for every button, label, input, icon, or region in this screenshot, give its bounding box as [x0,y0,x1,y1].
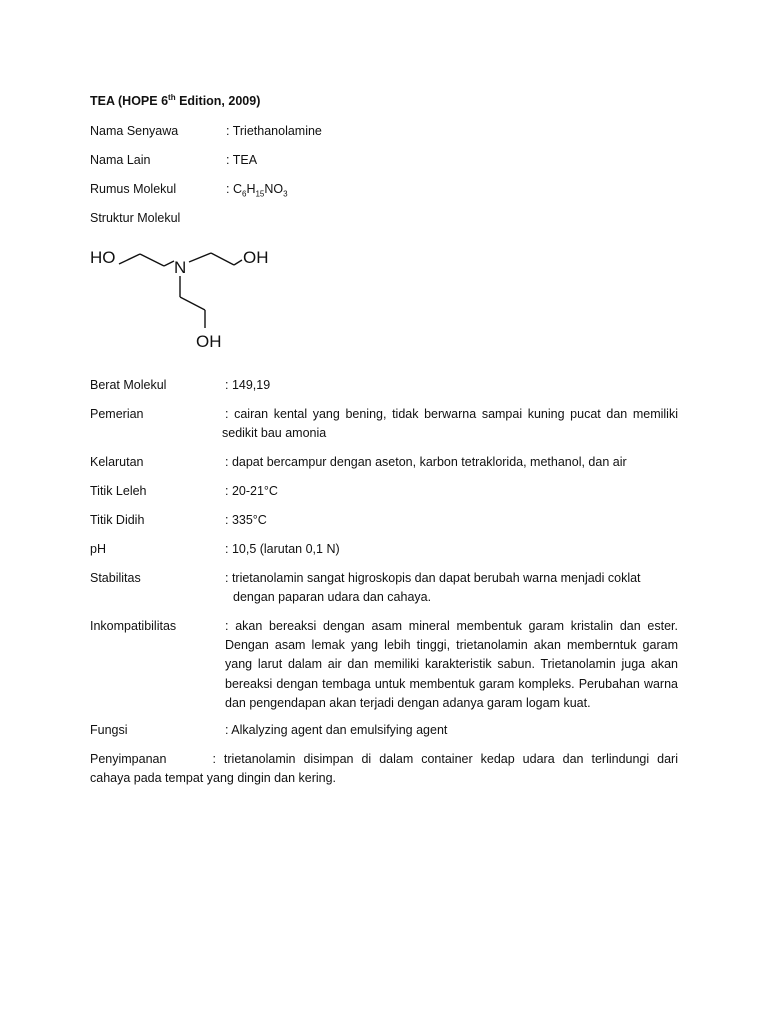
kelarutan-label: Kelarutan [90,455,144,469]
penyimpanan-value: : trietanolamin disimpan di dalam container kedap udara dan terlindungi dari [212,752,678,766]
titik-didih-label: Titik Didih [90,513,145,527]
atom-ho-left: HO [90,248,116,267]
bond-5 [211,253,234,265]
stabilitas-line-1: : trietanolamin sangat higroskopis dan dapat berubah warna menjadi coklat [225,571,641,585]
formula-prefix: : C [226,182,242,196]
bond-3 [164,261,174,266]
ph-value: : 10,5 (larutan 0,1 N) [225,542,340,556]
title-open: (HOPE 6 [114,94,169,108]
atom-oh-right: OH [243,248,269,267]
bond-1 [119,254,140,264]
atom-n-center: N [174,258,187,277]
title-bold: TEA [90,94,115,108]
rumus-molekul-value [226,180,288,198]
bond-8 [180,297,205,310]
stabilitas-line-2: dengan paparan udara dan cahaya. [233,590,432,605]
titik-leleh-value: : 20-21°C [225,484,278,498]
inkompatibilitas-line-1: : akan bereaksi dengan asam mineral membentuk garam kristalin dan ester. [225,619,678,633]
formula-h: H [246,182,256,196]
pemerian-label: Pemerian [90,407,144,421]
bond-4 [189,253,211,262]
penyimpanan-block [90,750,678,788]
inkompatibilitas-line-3: yang larut dalam air dan memiliki karakteristik sabun. Trietanolamin juga akan [225,657,678,672]
fungsi-label: Fungsi [90,723,128,737]
pemerian-line-1: : cairan kental yang bening, tidak berwarna sampai kuning pucat dan memiliki [225,407,678,421]
berat-molekul-value: : 149,19 [225,378,271,392]
bond-2 [140,254,164,266]
stabilitas-label: Stabilitas [90,571,141,585]
titik-leleh-label: Titik Leleh [90,484,147,498]
formula-o-count: 3 [283,189,288,199]
title-rest: Edition, 2009) [175,94,261,108]
penyimpanan-line-1 [90,750,678,769]
fungsi-value: : Alkalyzing agent dan emulsifying agent [225,723,448,737]
formula-c-count: 6 [241,189,247,199]
bond-6 [234,260,242,265]
inkompatibilitas-line-4: bereaksi dengan tembaga untuk membentuk garam kompleks. Perubahan warna [225,676,678,691]
triethanolamine-structure-diagram [88,242,288,354]
ph-label: pH [90,542,106,556]
inkompatibilitas-line-2: Dengan asam lemak yang lebih tinggi, trietanolamin akan memberntuk garam [225,638,678,653]
nama-senyawa-value: : Triethanolamine [226,124,322,138]
inkompatibilitas-value [225,617,678,713]
penyimpanan-line-2: cahaya pada tempat yang dingin dan kering. [90,771,337,786]
penyimpanan-label: Penyimpanan [90,752,167,766]
berat-molekul-label: Berat Molekul [90,378,167,392]
kelarutan-value: : dapat bercampur dengan aseton, karbon tetraklorida, methanol, dan air [225,455,627,469]
rumus-molekul-label: Rumus Molekul [90,182,177,196]
stabilitas-value [225,569,681,607]
inkompatibilitas-line-5: dan pengendapan akan terjadi dengan adanya garam logam kuat. [225,695,591,710]
struktur-molekul-label: Struktur Molekul [90,211,181,225]
title-superscript: th [168,92,176,102]
nama-senyawa-label: Nama Senyawa [90,124,179,138]
titik-didih-value: : 335°C [225,513,267,527]
formula-no: NO [264,182,284,196]
formula-h-count: 15 [255,189,265,199]
atom-oh-bottom: OH [196,332,222,351]
nama-lain-value: : TEA [226,153,258,167]
inkompatibilitas-label: Inkompatibilitas [90,619,177,633]
nama-lain-label: Nama Lain [90,153,151,167]
document-title [90,92,260,110]
pemerian-value [222,405,678,443]
pemerian-line-2: sedikit bau amonia [222,426,327,441]
